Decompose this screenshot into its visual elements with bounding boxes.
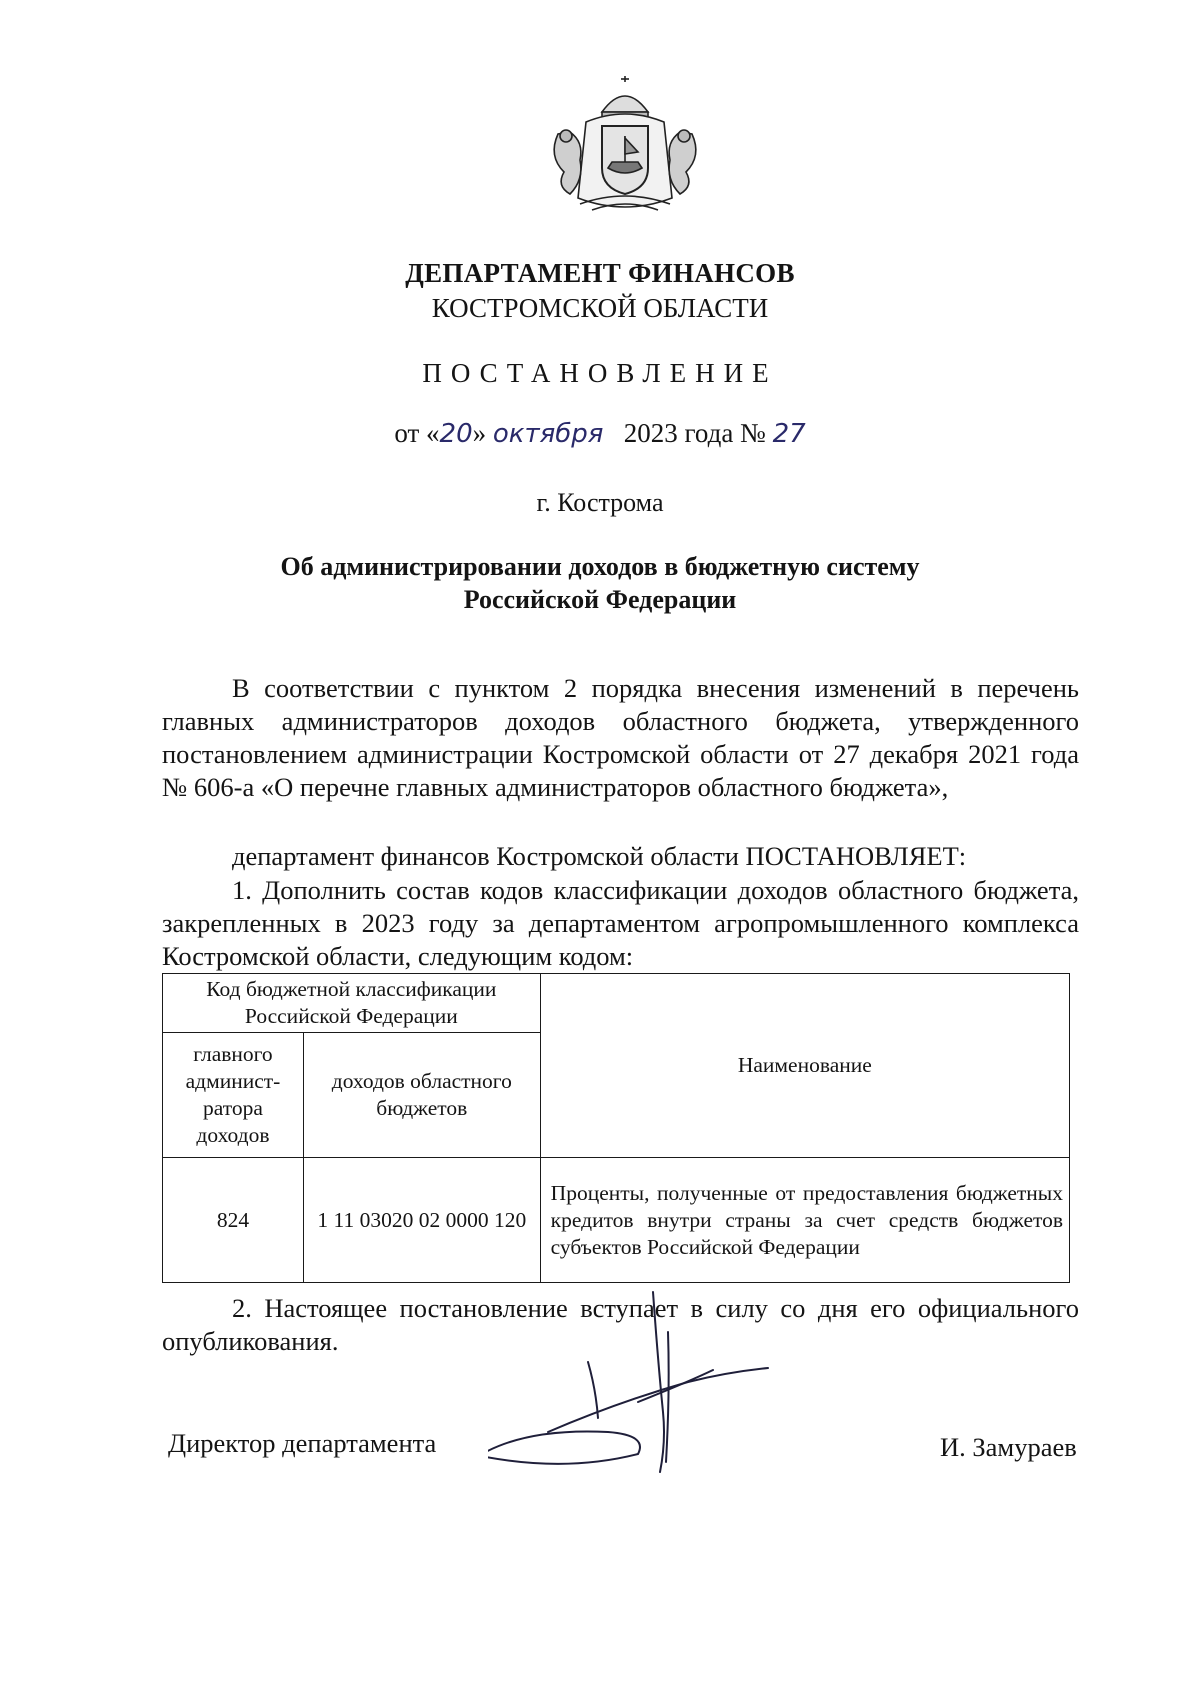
name-header-cell: Наименование <box>540 974 1069 1158</box>
paragraph-basis: В соответствии с пунктом 2 порядка внесения изменений в перечень главных администраторов доходов областного бюджета, утвержденного постановлением администрации Костромской области от 27 декабря 2021 года № 606-а «О перечне главных администраторов областного бюджета», <box>162 673 1079 802</box>
coat-of-arms-icon <box>540 76 710 216</box>
signer-position: Директор департамента <box>168 1428 437 1458</box>
classification-table <box>162 973 1070 1283</box>
subject-line-1: Об администрировании доходов в бюджетную систему <box>280 552 920 581</box>
document-type: ПОСТАНОВЛЕНИЕ <box>422 358 778 388</box>
date-year: 2023 года № <box>623 418 766 448</box>
date-line <box>0 418 1200 449</box>
table-header-row <box>163 974 1070 1033</box>
date-mid: » <box>472 418 493 448</box>
signer-name: И. Замураев <box>940 1432 1077 1462</box>
document-number: 27 <box>772 419 806 449</box>
document-subject <box>0 550 1200 616</box>
date-day: 20 <box>439 419 473 449</box>
paragraph-resolves: департамент финансов Костромской области ПОСТАНОВЛЯЕТ: <box>232 841 967 871</box>
department-region: КОСТРОМСКОЙ ОБЛАСТИ <box>431 293 769 323</box>
date-prefix: от « <box>394 418 440 448</box>
income-code-cell: 1 11 03020 02 0000 120 <box>303 1158 540 1283</box>
city: г. Кострома <box>536 488 664 517</box>
group-header-cell: Код бюджетной классификации Российской Федерации <box>163 974 541 1033</box>
paragraph-item-2: 2. Настоящее постановление вступает в силу со дня его официального опубликования. <box>162 1293 1079 1356</box>
income-header-cell: доходов областного бюджетов <box>303 1033 540 1158</box>
department-title: ДЕПАРТАМЕНТ ФИНАНСОВ <box>405 258 795 288</box>
date-month: октября <box>492 419 604 449</box>
table-row <box>163 1158 1070 1283</box>
paragraph-item-1: 1. Дополнить состав кодов классификации доходов областного бюджета, закрепленных в 2023 году за департаментом агропромышленного комплекса Костромской области, следующим кодом: <box>162 875 1079 971</box>
admin-header-cell: главного админист-ратора доходов <box>163 1033 304 1158</box>
subject-line-2: Российской Федерации <box>463 585 737 614</box>
admin-code-cell: 824 <box>163 1158 304 1283</box>
handwritten-signature-icon <box>488 1282 788 1492</box>
income-name-cell: Проценты, полученные от предоставления бюджетных кредитов внутри страны за счет средств бюджетов субъектов Российской Федерации <box>540 1158 1069 1283</box>
